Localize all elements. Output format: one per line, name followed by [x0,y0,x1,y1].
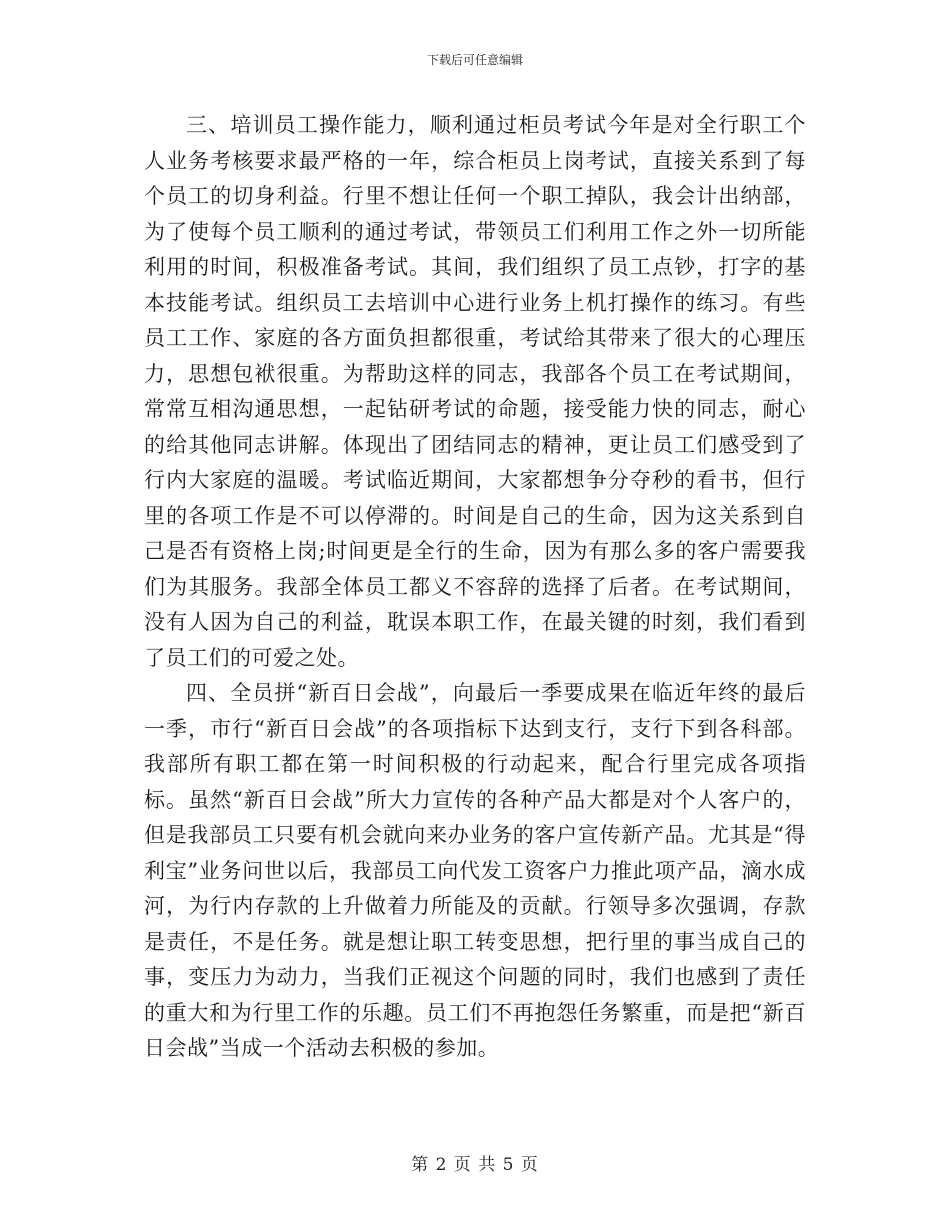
page-header: 下载后可任意编辑 [426,53,523,67]
document-body [144,108,806,1067]
page-number: 第 2 页 共 5 页 [411,1155,539,1175]
paragraph-campaign: 四、全员拼“新百日会战”，向最后一季要成果在临近年终的最后一季，市行“新百日会战”的各项指标下达到支行，支行下到各科部。我部所有职工都在第一时间积极的行动起来，配合行里完成各项指标。虽然“新百日会战”所大力宣传的各种产品大都是对个人客户的，但是我部员工只要有机会就向来办业务的客户宣传新产品。尤其是“得利宝”业务问世以后，我部员工向代发工资客户力推此项产品，滴水成河，为行内存款的上升做着力所能及的贡献。行领导多次强调，存款是责任，不是任务。就是想让职工转变思想，把行里的事当成自己的事，变压力为动力，当我们正视这个问题的同时，我们也感到了责任的重大和为行里工作的乐趣。员工们不再抱怨任务繁重，而是把“新百日会战”当成一个活动去积极的参加。 [144,681,806,1060]
paragraph-training: 三、培训员工操作能力，顺利通过柜员考试今年是对全行职工个人业务考核要求最严格的一年，综合柜员上岗考试，直接关系到了每个员工的切身利益。行里不想让任何一个职工掉队，我会计出纳部，为了使每个员工顺利的通过考试，带领员工们利用工作之外一切所能利用的时间，积极准备考试。其间，我们组织了员工点钞，打字的基本技能考试。组织员工去培训中心进行业务上机打操作的练习。有些员工工作、家庭的各方面负担都很重，考试给其带来了很大的心理压力，思想包袱很重。为帮助这样的同志，我部各个员工在考试期间，常常互相沟通思想，一起钻研考试的命题，接受能力快的同志，耐心的给其他同志讲解。体现出了团结同志的精神，更让员工们感受到了行内大家庭的温暖。考试临近期间，大家都想争分夺秒的看书，但行里的各项工作是不可以停滞的。时间是自己的生命，因为这关系到自己是否有资格上岗;时间更是全行的生命，因为有那么多的客户需要我们为其服务。我部全体员工都义不容辞的选择了后者。在考试期间，没有人因为自己的利益，耽误本职工作，在最关键的时刻，我们看到了员工们的可爱之处。 [144,113,806,670]
